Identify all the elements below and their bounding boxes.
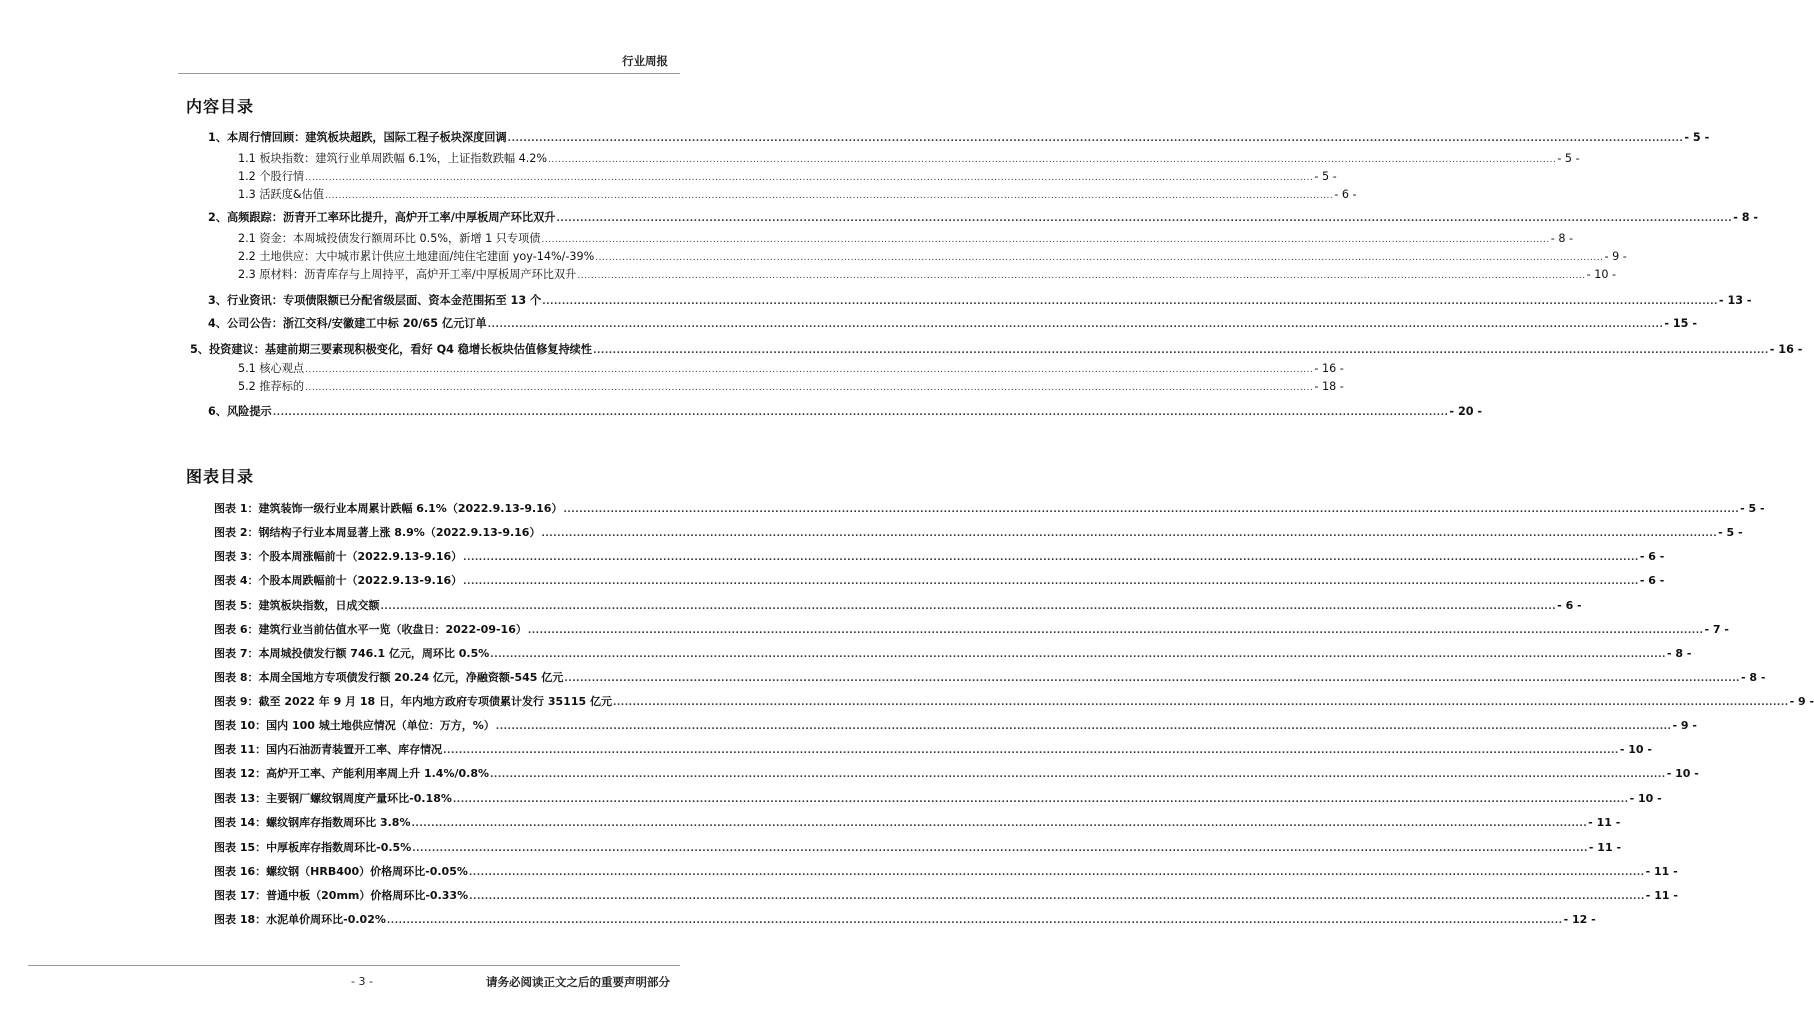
entry-title: 5.1 核心观点	[238, 362, 305, 375]
entry-title: 图表 3：个股本周涨幅前十（2022.9.13-9.16）	[214, 550, 463, 563]
entry-title: 4、公司公告：浙江交科/安徽建工中标 20/65 亿元订单	[208, 317, 487, 330]
entry-title: 图表 17：普通中板（20mm）价格周环比-0.33%	[214, 889, 469, 902]
entry-title: 1.1 板块指数：建筑行业单周跌幅 6.1%，上证指数跌幅 4.2%	[238, 152, 548, 165]
entry-title: 图表 10：国内 100 城土地供应情况（单位：万方，%）	[214, 719, 495, 732]
entry-title: 图表 15：中厚板库存指数周环比-0.5%	[214, 841, 412, 854]
toc-entry[interactable]	[238, 361, 1344, 377]
entry-page-number: - 10 -	[1586, 268, 1617, 281]
dot-leader: ............................................................................................................................................................................................................................................................................................................	[507, 134, 1684, 144]
figure-entry[interactable]	[214, 670, 1766, 686]
toc-entry[interactable]	[238, 169, 1337, 185]
page-number: - 3 -	[351, 975, 373, 988]
entry-page-number: - 5 -	[1718, 526, 1743, 539]
entry-title: 图表 1：建筑装饰一级行业本周累计跌幅 6.1%（2022.9.13-9.16）	[214, 502, 563, 515]
entry-page-number: - 11 -	[1645, 865, 1678, 878]
entry-title: 5、投资建议：基建前期三要素现积极变化，看好 Q4 稳增长板块估值修复持续性	[190, 343, 593, 356]
entry-page-number: - 11 -	[1588, 816, 1621, 829]
toc-entry[interactable]	[190, 342, 1803, 358]
entry-title: 图表 6：建筑行业当前估值水平一览（收盘日：2022-09-16）	[214, 623, 527, 636]
entry-title: 图表 16：螺纹钢（HRB400）价格周环比-0.05%	[214, 865, 468, 878]
dot-leader: ............................................................................................................................................................................................................................................................................................................	[577, 271, 1586, 281]
dot-leader: ............................................................................................................................................................................................................................................................................................................	[490, 770, 1666, 780]
dot-leader: ............................................................................................................................................................................................................................................................................................................	[487, 320, 1664, 330]
figure-entry[interactable]	[214, 840, 1622, 856]
entry-title: 图表 7：本周城投债发行额 746.1 亿元，周环比 0.5%	[214, 647, 490, 660]
entry-page-number: - 13 -	[1718, 294, 1752, 307]
entry-title: 1、本周行情回顾：建筑板块超跌，国际工程子板块深度回调	[208, 131, 507, 144]
figure-entry[interactable]	[214, 646, 1692, 662]
entry-page-number: - 20 -	[1449, 405, 1483, 418]
entry-title: 5.2 推荐标的	[238, 380, 305, 393]
dot-leader: ............................................................................................................................................................................................................................................................................................................	[595, 253, 1604, 263]
entry-title: 1.3 活跃度&估值	[238, 188, 325, 201]
entry-page-number: - 16 -	[1314, 362, 1344, 375]
entry-title: 3、行业资讯：专项债限额已分配省级层面、资本金范围拓至 13 个	[208, 294, 542, 307]
figure-entry[interactable]	[214, 598, 1582, 614]
dot-leader: ............................................................................................................................................................................................................................................................................................................	[305, 365, 1314, 375]
entry-title: 图表 14：螺纹钢库存指数周环比 3.8%	[214, 816, 411, 829]
dot-leader: ............................................................................................................................................................................................................................................................................................................	[468, 868, 1645, 878]
entry-page-number: - 6 -	[1639, 574, 1665, 587]
dot-leader: ............................................................................................................................................................................................................................................................................................................	[469, 892, 1645, 902]
entry-page-number: - 16 -	[1769, 343, 1803, 356]
entry-page-number: - 6 -	[1334, 188, 1357, 201]
entry-page-number: - 10 -	[1666, 767, 1699, 780]
entry-title: 图表 2：钢结构子行业本周显著上涨 8.9%（2022.9.13-9.16）	[214, 526, 541, 539]
dot-leader: ............................................................................................................................................................................................................................................................................................................	[443, 746, 1619, 756]
toc-entry[interactable]	[238, 379, 1344, 395]
dot-leader: ............................................................................................................................................................................................................................................................................................................	[542, 297, 1718, 307]
dot-leader: ............................................................................................................................................................................................................................................................................................................	[527, 626, 1704, 636]
figure-entry[interactable]	[214, 742, 1652, 758]
dot-leader: ............................................................................................................................................................................................................................................................................................................	[305, 383, 1314, 393]
dot-leader: ............................................................................................................................................................................................................................................................................................................	[452, 795, 1629, 805]
dot-leader: ............................................................................................................................................................................................................................................................................................................	[386, 916, 1563, 926]
figure-entry[interactable]	[214, 525, 1743, 541]
figures-title: 图表目录	[186, 467, 255, 486]
entry-page-number: - 5 -	[1557, 152, 1580, 165]
toc-entry[interactable]	[238, 249, 1627, 265]
dot-leader: ............................................................................................................................................................................................................................................................................................................	[564, 674, 1740, 684]
dot-leader: ............................................................................................................................................................................................................................................................................................................	[593, 346, 1769, 356]
report-type-label: 行业周报	[622, 54, 668, 68]
dot-leader: ............................................................................................................................................................................................................................................................................................................	[495, 722, 1672, 732]
toc-entry[interactable]	[208, 293, 1752, 309]
toc-entry[interactable]	[238, 187, 1357, 203]
entry-title: 图表 12：高炉开工率、产能利用率周上升 1.4%/0.8%	[214, 767, 489, 780]
entry-page-number: - 10 -	[1629, 792, 1662, 805]
figure-entry[interactable]	[214, 864, 1678, 880]
entry-page-number: - 7 -	[1704, 623, 1729, 636]
dot-leader: ............................................................................................................................................................................................................................................................................................................	[412, 844, 1588, 854]
header-divider	[178, 73, 680, 74]
figure-entry[interactable]	[214, 694, 1814, 710]
entry-page-number: - 18 -	[1314, 380, 1344, 393]
disclaimer-note: 请务必阅读正文之后的重要声明部分	[486, 975, 670, 989]
toc-entry[interactable]	[238, 267, 1617, 283]
figure-entry[interactable]	[214, 888, 1678, 904]
entry-page-number: - 10 -	[1619, 743, 1652, 756]
entry-title: 图表 9：截至 2022 年 9 月 18 日，年内地方政府专项债累计发行 35115 亿元	[214, 695, 612, 708]
entry-title: 2.1 资金：本周城投债发行额周环比 0.5%，新增 1 只专项债	[238, 232, 541, 245]
figure-entry[interactable]	[214, 549, 1665, 565]
dot-leader: ............................................................................................................................................................................................................................................................................................................	[325, 191, 1334, 201]
dot-leader: ............................................................................................................................................................................................................................................................................................................	[541, 235, 1550, 245]
entry-title: 6、风险提示	[208, 405, 272, 418]
entry-title: 图表 8：本周全国地方专项债发行额 20.24 亿元，净融资额-545 亿元	[214, 671, 564, 684]
entry-title: 2.3 原材料：沥青库存与上周持平，高炉开工率/中厚板周产环比双升	[238, 268, 577, 281]
footer-divider	[28, 965, 680, 966]
figure-entry[interactable]	[214, 791, 1662, 807]
entry-page-number: - 15 -	[1664, 317, 1697, 330]
entry-page-number: - 11 -	[1588, 841, 1622, 854]
entry-page-number: - 5 -	[1684, 131, 1710, 144]
figure-entry[interactable]	[214, 573, 1665, 589]
dot-leader: ............................................................................................................................................................................................................................................................................................................	[380, 602, 1557, 612]
entry-page-number: - 6 -	[1639, 550, 1665, 563]
toc-entry[interactable]	[208, 130, 1710, 146]
entry-page-number: - 12 -	[1563, 913, 1596, 926]
entry-title: 1.2 个股行情	[238, 170, 305, 183]
dot-leader: ............................................................................................................................................................................................................................................................................................................	[463, 553, 1639, 563]
toc-entry[interactable]	[208, 316, 1697, 332]
entry-page-number: - 5 -	[1314, 170, 1337, 183]
contents-title: 内容目录	[186, 97, 255, 116]
entry-title: 图表 18：水泥单价周环比-0.02%	[214, 913, 386, 926]
entry-page-number: - 8 -	[1550, 232, 1574, 245]
figure-entry[interactable]	[214, 501, 1765, 517]
entry-page-number: - 9 -	[1604, 250, 1627, 263]
toc-entry[interactable]	[238, 151, 1580, 167]
dot-leader: ............................................................................................................................................................................................................................................................................................................	[541, 529, 1718, 539]
entry-title: 2、高频跟踪：沥青开工率环比提升，高炉开工率/中厚板周产环比双升	[208, 211, 556, 224]
entry-title: 图表 4：个股本周跌幅前十（2022.9.13-9.16）	[214, 574, 463, 587]
toc-entry[interactable]	[208, 404, 1483, 420]
entry-page-number: - 8 -	[1666, 647, 1692, 660]
entry-page-number: - 5 -	[1740, 502, 1765, 515]
figure-entry[interactable]	[214, 815, 1621, 831]
figure-entry[interactable]	[214, 718, 1697, 734]
dot-leader: ............................................................................................................................................................................................................................................................................................................	[612, 698, 1789, 708]
dot-leader: ............................................................................................................................................................................................................................................................................................................	[556, 214, 1733, 224]
entry-title: 2.2 土地供应：大中城市累计供应土地建面/纯住宅建面 yoy-14%/-39%	[238, 250, 595, 263]
dot-leader: ............................................................................................................................................................................................................................................................................................................	[411, 819, 1588, 829]
figure-entry[interactable]	[214, 912, 1596, 928]
figure-entry[interactable]	[214, 766, 1699, 782]
dot-leader: ............................................................................................................................................................................................................................................................................................................	[272, 408, 1449, 418]
entry-title: 图表 5：建筑板块指数，日成交额	[214, 599, 380, 612]
dot-leader: ............................................................................................................................................................................................................................................................................................................	[463, 577, 1639, 587]
dot-leader: ............................................................................................................................................................................................................................................................................................................	[563, 505, 1740, 515]
entry-title: 图表 13：主要钢厂螺纹钢周度产量环比-0.18%	[214, 792, 452, 805]
dot-leader: ............................................................................................................................................................................................................................................................................................................	[490, 650, 1666, 660]
toc-entry[interactable]	[208, 210, 1759, 226]
dot-leader: ............................................................................................................................................................................................................................................................................................................	[548, 155, 1557, 165]
entry-page-number: - 8 -	[1733, 211, 1759, 224]
entry-page-number: - 9 -	[1672, 719, 1697, 732]
entry-title: 图表 11：国内石油沥青装置开工率、库存情况	[214, 743, 443, 756]
toc-entry[interactable]	[238, 231, 1574, 247]
entry-page-number: - 6 -	[1557, 599, 1582, 612]
entry-page-number: - 9 -	[1789, 695, 1814, 708]
dot-leader: ............................................................................................................................................................................................................................................................................................................	[305, 173, 1314, 183]
figure-entry[interactable]	[214, 622, 1729, 638]
entry-page-number: - 11 -	[1645, 889, 1678, 902]
entry-page-number: - 8 -	[1740, 671, 1766, 684]
